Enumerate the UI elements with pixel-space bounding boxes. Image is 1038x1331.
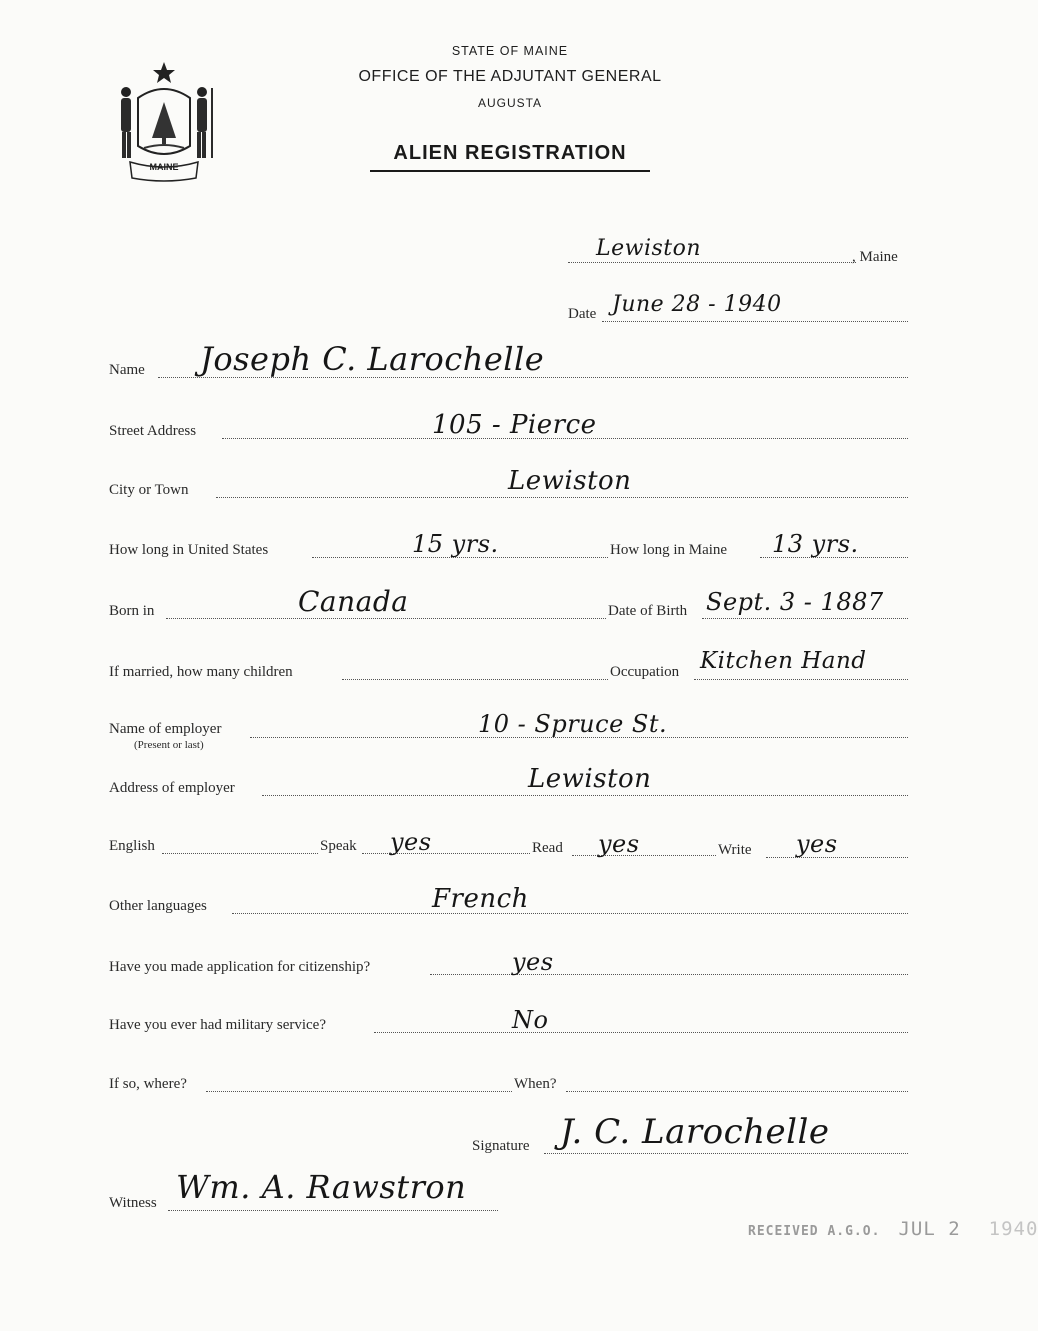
dob-line xyxy=(702,618,908,619)
title-underline xyxy=(370,170,650,172)
read-label: Read xyxy=(532,840,563,856)
date-line xyxy=(602,321,908,322)
occupation-value: Kitchen Hand xyxy=(700,648,867,674)
occupation-label: Occupation xyxy=(610,664,680,680)
dob-label: Date of Birth xyxy=(608,603,688,619)
name-label: Name xyxy=(109,362,145,378)
us-years-value: 15 yrs. xyxy=(412,530,499,558)
born-in-label: Born in xyxy=(109,603,155,619)
speak-value: yes xyxy=(390,828,432,856)
where-line xyxy=(206,1091,512,1092)
header-city: AUGUSTA xyxy=(477,96,543,110)
born-in-value: Canada xyxy=(298,585,409,618)
signature-line xyxy=(544,1153,908,1154)
military-line xyxy=(374,1032,908,1033)
employer-address-label: Address of employer xyxy=(109,780,235,796)
dob-value: Sept. 3 - 1887 xyxy=(706,588,884,616)
write-value: yes xyxy=(796,830,838,858)
employer-label: Name of employer xyxy=(109,721,222,737)
date-value: June 28 - 1940 xyxy=(612,292,782,317)
military-label: Have you ever had military service? xyxy=(109,1017,326,1033)
street-value: 105 - Pierce xyxy=(432,410,597,440)
other-languages-line xyxy=(232,913,908,914)
us-years-label: How long in United States xyxy=(109,542,269,558)
citizenship-value: yes xyxy=(512,948,554,976)
witness-value: Wm. A. Rawstron xyxy=(176,1168,467,1206)
seal-banner-text: MAINE xyxy=(149,162,179,172)
write-label: Write xyxy=(718,842,752,858)
date-label: Date xyxy=(568,306,597,322)
header-office: OFFICE OF THE ADJUTANT GENERAL xyxy=(358,68,662,85)
employer-address-value: Lewiston xyxy=(528,764,652,794)
military-value: No xyxy=(512,1006,549,1034)
place-value: Lewiston xyxy=(596,236,702,261)
speak-label: Speak xyxy=(320,838,357,854)
state-seal xyxy=(108,58,220,184)
city-value: Lewiston xyxy=(508,466,632,496)
city-label: City or Town xyxy=(109,482,189,498)
citizenship-label: Have you made application for citizenship? xyxy=(109,959,371,975)
received-stamp-date: JUL 2 xyxy=(898,1218,961,1240)
employer-address-line xyxy=(262,795,908,796)
where-label: If so, where? xyxy=(109,1076,187,1092)
maine-years-value: 13 yrs. xyxy=(772,530,859,558)
received-stamp-year: 1940 xyxy=(988,1218,1038,1240)
when-label: When? xyxy=(514,1076,557,1092)
header-state: STATE OF MAINE xyxy=(451,44,569,58)
city-line xyxy=(216,497,908,498)
english-label: English xyxy=(109,838,155,854)
read-line xyxy=(572,855,716,856)
children-label: If married, how many children xyxy=(109,664,293,680)
citizenship-line xyxy=(430,974,908,975)
when-line xyxy=(566,1091,908,1092)
employer-sublabel: (Present or last) xyxy=(134,739,204,751)
read-value: yes xyxy=(598,830,640,858)
speak-line xyxy=(362,853,530,854)
place-suffix: , Maine xyxy=(852,249,898,265)
occupation-line xyxy=(694,679,908,680)
other-languages-value: French xyxy=(432,884,529,914)
other-languages-label: Other languages xyxy=(109,898,207,914)
maine-years-label: How long in Maine xyxy=(610,542,728,558)
name-value: Joseph C. Larochelle xyxy=(200,340,545,378)
signature-label: Signature xyxy=(472,1138,530,1154)
received-stamp-text: RECEIVED A.G.O. xyxy=(748,1224,881,1239)
received-stamp xyxy=(748,1218,1038,1240)
english-line xyxy=(162,853,318,854)
employer-value: 10 - Spruce St. xyxy=(478,710,668,738)
street-label: Street Address xyxy=(109,423,197,439)
witness-line xyxy=(168,1210,498,1211)
form-title: ALIEN REGISTRATION xyxy=(393,142,627,164)
signature-value: J. C. Larochelle xyxy=(560,1112,830,1152)
witness-label: Witness xyxy=(109,1195,157,1211)
born-in-line xyxy=(166,618,606,619)
place-line xyxy=(568,262,856,263)
children-line xyxy=(342,679,608,680)
